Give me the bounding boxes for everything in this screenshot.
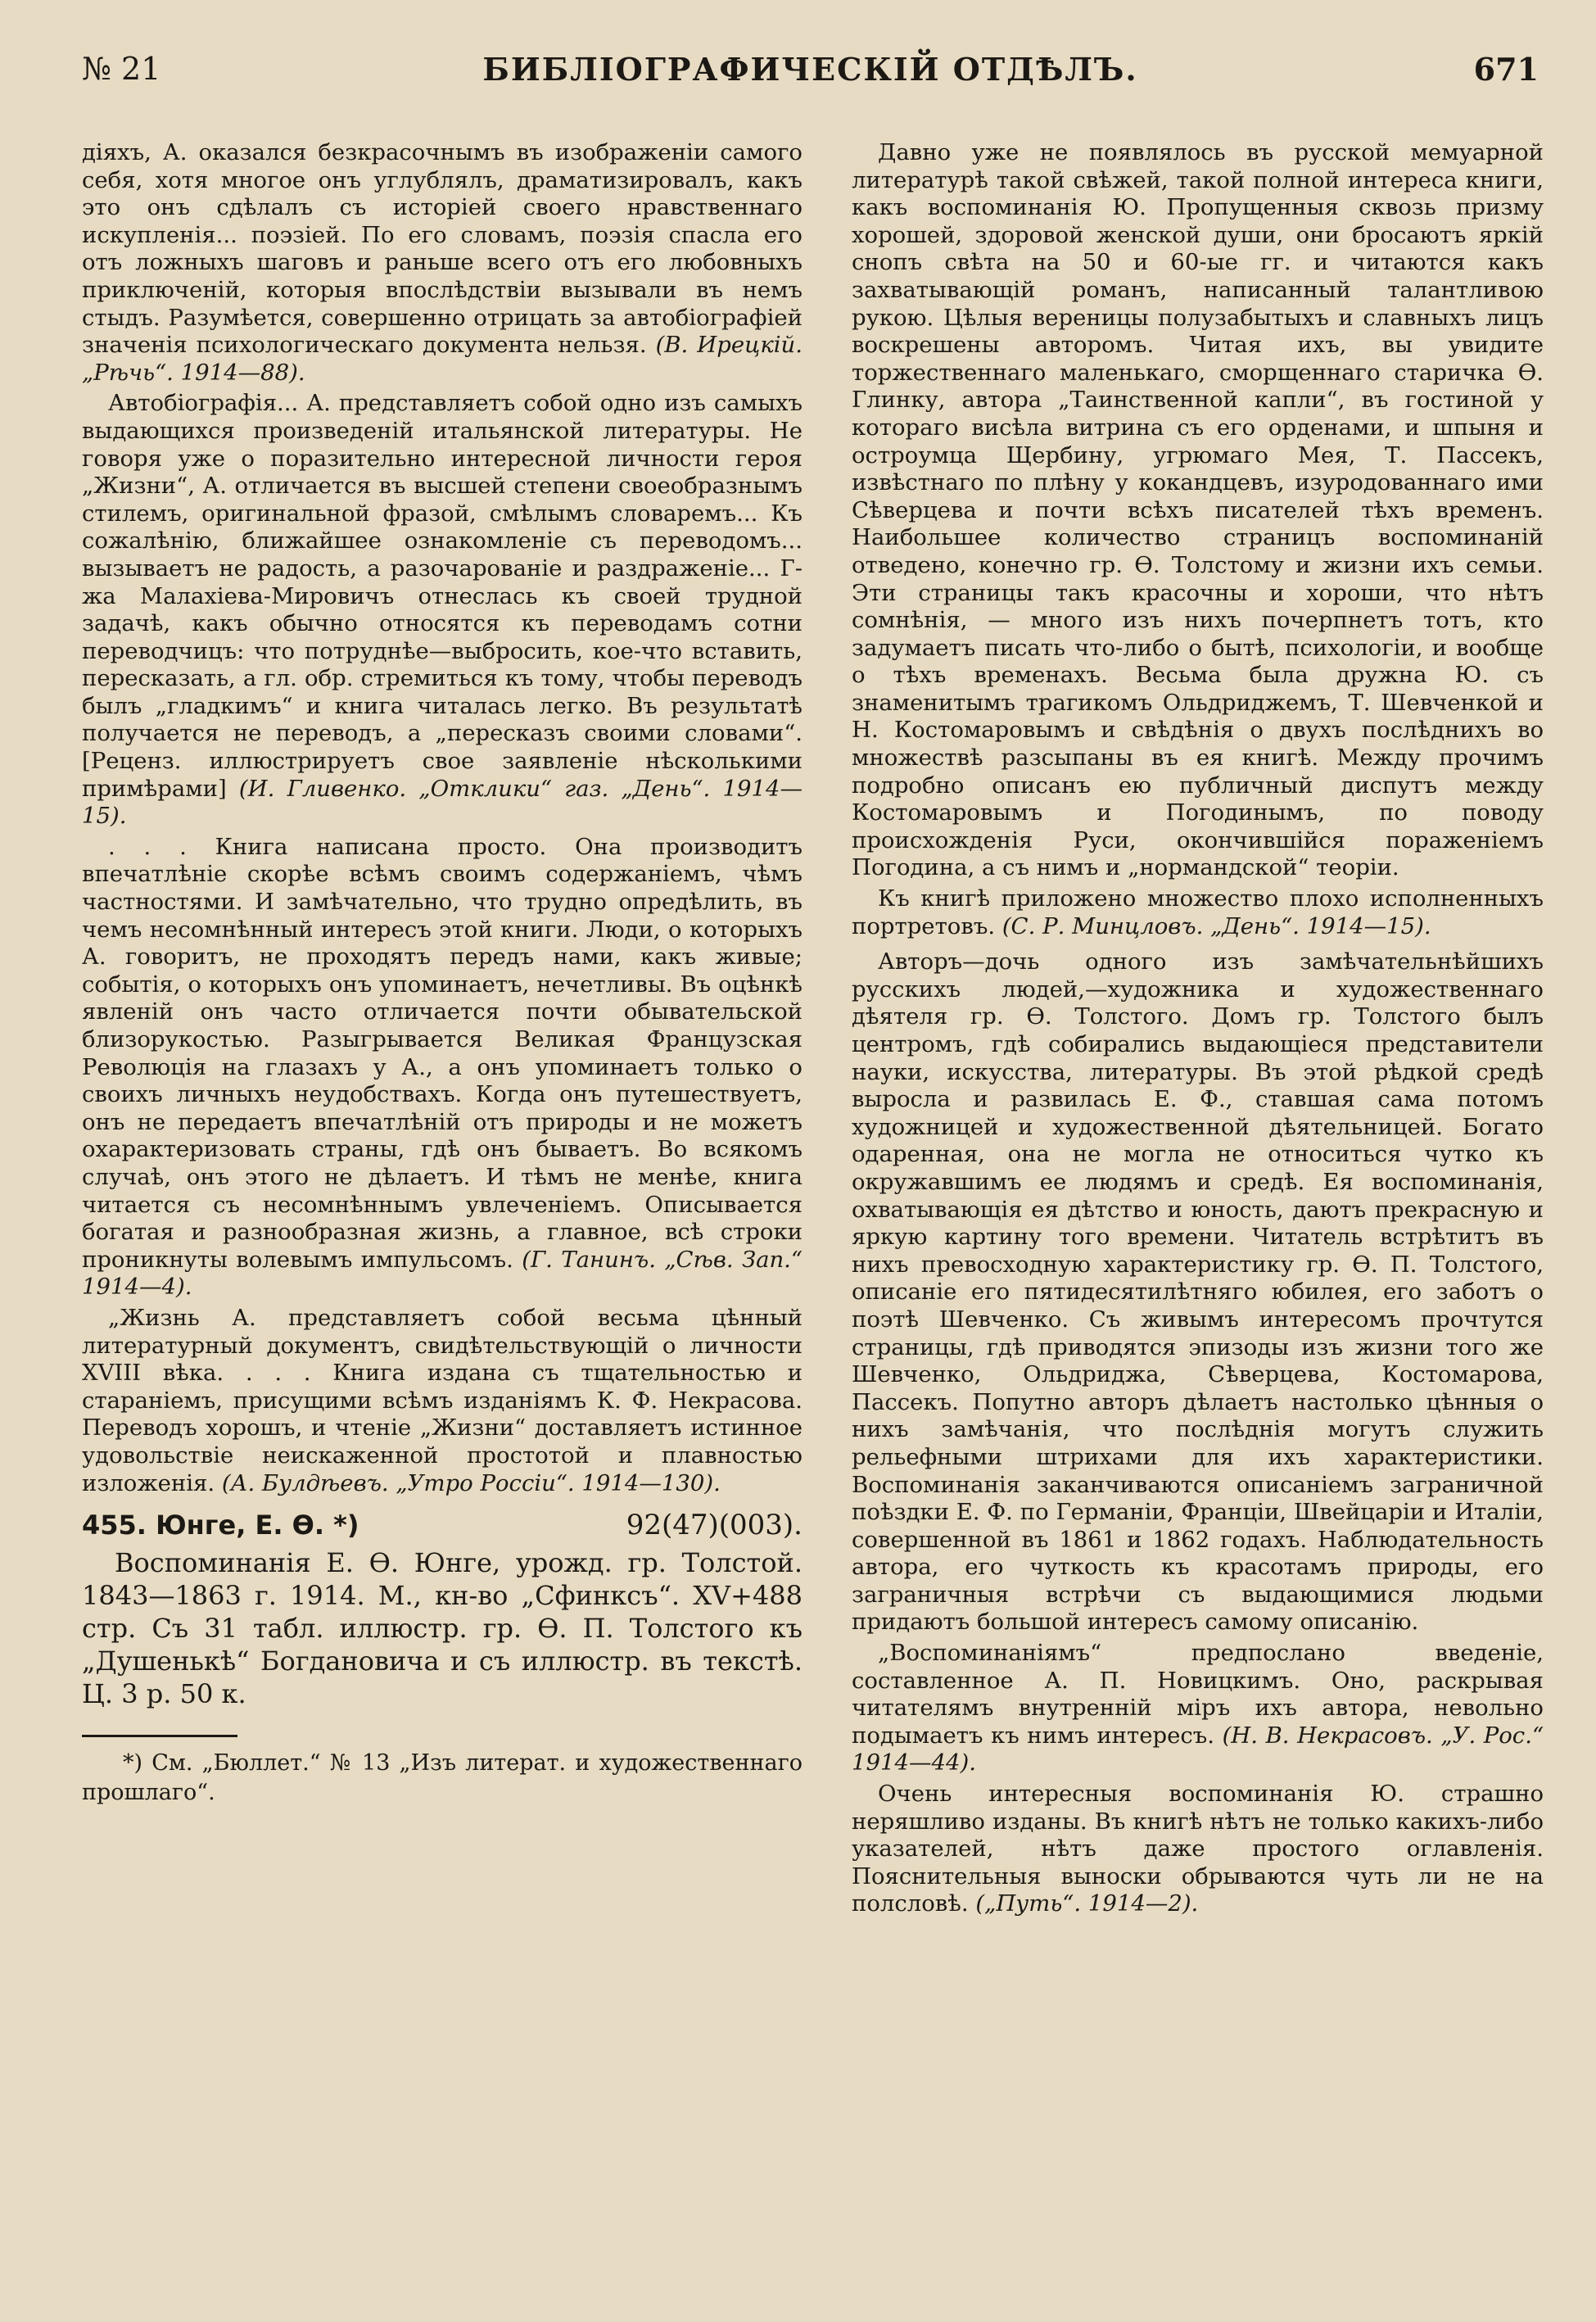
review-text: „Воспоминаніямъ“ предпослано введеніе, составленное А. П. Новицкимъ. Оно, раскрывая читателямъ внутренній міръ ихъ автора, невольно подымаетъ къ нимъ интересъ.: [852, 1640, 1544, 1749]
review-paragraph: [852, 948, 1544, 1636]
footnote-rule: [82, 1735, 237, 1737]
review-paragraph: [82, 139, 803, 387]
review-paragraph: [82, 834, 803, 1301]
review-paragraph: [852, 139, 1544, 882]
footnote: *) См. „Бюллет.“ № 13 „Изъ литерат. и художественнаго прошлаго“.: [82, 1749, 803, 1805]
review-source: (Г. Танинъ. „Сѣв. Зап.“ 1914—4).: [82, 1246, 803, 1301]
left-column: [82, 139, 803, 2289]
review-text: діяхъ, А. оказался безкрасочнымъ въ изображеніи самого себя, хотя многое онъ углублялъ, драматизировалъ, какъ это онъ сдѣлалъ съ исторіей своего нравственнаго искупленія... поэзіей. По его словамъ, поэзія спасла его отъ ложныхъ шаговъ и раньше всего отъ его любовныхъ приключеній, которыя впослѣдствіи вызывали въ немъ стыдъ. Разумѣется, совершенно отрицать за автобіографіей значенія психологическаго документа нельзя.: [82, 139, 803, 359]
review-paragraph: [82, 1305, 803, 1497]
review-text: „Жизнь А. представляетъ собой весьма цѣнный литературный документъ, свидѣтельствующій о личности XVIII вѣка. . . . Книга издана съ тщательностью и стараніемъ, присущими всѣмъ изданіямъ К. Ф. Некрасова. Переводъ хорошъ, и чтеніе „Жизни“ доставляетъ истинное удовольствіе неискаженной простотой и плавностью изложенія.: [82, 1304, 803, 1496]
review-source: (И. Гливенко. „Отклики“ газ. „День“. 1914—15).: [82, 775, 803, 830]
review-paragraph: [852, 885, 1544, 940]
review-text: . . . Книга написана просто. Она производитъ впечатлѣніе скорѣе всѣмъ своимъ содержаніемъ, чѣмъ частностями. И замѣчательно, что трудно опредѣлить, въ чемъ несомнѣнный интересъ этой книги. Люди, о которыхъ А. говоритъ, не проходятъ передъ нами, какъ живые; событія, о которыхъ онъ упоминаетъ, нечетливы. Въ оцѣнкѣ явленій онъ часто отличается почти обывательской близорукостью. Разыгрывается Великая Французская Революція на глазахъ у А., а онъ упоминаетъ только о своихъ личныхъ неудобствахъ. Когда онъ путешествуетъ, онъ не передаетъ впечатлѣній отъ природы и не можетъ охарактеризовать страны, гдѣ онъ бываетъ. Во всякомъ случаѣ, онъ этого не дѣлаетъ. И тѣмъ не менѣе, книга читается съ несомнѣннымъ увлеченіемъ. Описывается богатая и разнообразная жизнь, а главное, всѣ строки проникнуты волевымъ импульсомъ.: [82, 833, 803, 1273]
review-paragraph: [852, 1640, 1544, 1777]
review-source: (С. Р. Минцловъ. „День“. 1914—15).: [1001, 912, 1431, 939]
section-title: БИБЛІОГРАФИЧЕСКІЙ ОТДѢЛЪ.: [482, 51, 1138, 88]
review-text: Очень интересныя воспоминанія Ю. страшно неряшливо изданы. Въ книгѣ нѣтъ не только какихъ-либо указателей, нѣтъ даже простого оглавленія. Пояснительныя выноски обрываются чуть ли не на полсловѣ.: [852, 1781, 1544, 1917]
review-text: Давно уже не появлялось въ русской мемуарной литературѣ такой свѣжей, такой полной интереса книги, какъ воспоминанія Ю. Пропущенныя сквозь призму хорошей, здоровой женской души, они бросаютъ яркій снопъ свѣта на 50 и 60-ые гг. и читаются какъ захватывающій романъ, написанный талантливою рукою. Цѣлыя вереницы полузабытыхъ и славныхъ лицъ воскрешены авторомъ. Читая ихъ, вы увидите торжественнаго маленькаго, сморщеннаго старичка Ѳ. Глинку, автора „Таинственной капли“, въ гостиной у котораго висѣла витрина съ его орденами, и шпыня и остроумца Щербину, угрюмаго Мея, Т. Пассекъ, извѣстнаго по плѣну у кокандцевъ, изуродованнаго ими Сѣверцева и почти всѣхъ писателей тѣхъ временъ. Наибольшее количество страницъ воспоминаній отведено, конечно гр. Ѳ. Толстому и жизни ихъ семьи. Эти страницы такъ красочны и хороши, что нѣтъ сомнѣнія, — много изъ нихъ почерпнетъ тотъ, кто задумаетъ писать что-либо о бытѣ, психологіи, и вообще о тѣхъ временахъ. Весьма была дружна Ю. съ знаменитымъ трагикомъ Ольдриджемъ, Т. Шевченкой и Н. Костомаровымъ и свѣдѣнія о двухъ послѣднихъ во множествѣ разсыпаны въ ея книгѣ. Между прочимъ подробно описанъ ею публичный диспутъ между Костомаровымъ и Погодинымъ, по поводу происхожденія Руси, окончившійся пораженіемъ Погодина, а съ нимъ и „нормандской“ теоріи.: [852, 139, 1544, 881]
entry-number: 455. Юнге, Е. Ѳ. *): [82, 1510, 359, 1541]
entry-classification: 92(47)(003).: [626, 1509, 803, 1542]
entry-heading: [82, 1509, 803, 1542]
review-source: (В. Ирецкій. „Рѣчь“. 1914—88).: [82, 332, 803, 386]
review-text: Къ книгѣ приложено множество плохо исполненныхъ портретовъ.: [852, 885, 1544, 939]
review-text: Автобіографія... А. представляетъ собой одно изъ самыхъ выдающихся произведеній итальянской литературы. Не говоря уже о поразительно интересной личности героя „Жизни“, А. отличается въ высшей степени своеобразнымъ стилемъ, оригинальной фразой, смѣлымъ словаремъ... Къ сожалѣнію, ближайшее ознакомленіе съ переводомъ... вызываетъ не радость, а разочарованіе и раздраженіе... Г-жа Малахіева-Мировичъ отнеслась къ своей трудной задачѣ, какъ обычно относятся къ переводамъ сотни переводчицъ: что потруднѣе—выбросить, кое-что вставить, пересказать, а гл. обр. стремиться къ тому, чтобы переводъ былъ „гладкимъ“ и книга читалась легко. Въ результатѣ получается не переводъ, а „пересказъ своими словами“. [Реценз. иллюстрируетъ свое заявленіе нѣсколькими примѣрами]: [82, 390, 803, 802]
review-text: Авторъ—дочь одного изъ замѣчательнѣйшихъ русскихъ людей,—художника и художественнаго дѣятеля гр. Ѳ. Толстого. Домъ гр. Толстого былъ центромъ, гдѣ собирались выдающіеся представители науки, искусства, литературы. Въ этой рѣдкой средѣ выросла и развилась Е. Ф., ставшая сама потомъ художницей и художественной дѣятельницей. Богато одаренная, она не могла не относиться чутко къ окружавшимъ ее людямъ и средѣ. Ея воспоминанія, охватывающія ея дѣтство и юность, даютъ прекрасную и яркую картину того времени. Читатель встрѣтитъ въ нихъ превосходную характеристику гр. Ѳ. П. Толстого, описаніе его пятидесятилѣтняго юбилея, его заботъ о поэтѣ Шевченко. Съ живымъ интересомъ прочтутся страницы, гдѣ приводятся эпизоды изъ жизни того же Шевченко, Ольдриджа, Сѣверцева, Костомарова, Пассекъ. Попутно авторъ дѣлаетъ настолько цѣнныя о нихъ замѣчанія, что послѣднія могутъ служить рельефными штрихами для ихъ характеристики. Воспоминанія заканчиваются описаніемъ заграничной поѣздки Е. Ф. по Германіи, Франціи, Швейцаріи и Италіи, совершенной въ 1861 и 1862 годахъ. Наблюдательность автора, его чуткость къ красотамъ природы, его заграничныя встрѣчи съ выдающимися людьми придаютъ большой интересъ самому описанію.: [852, 948, 1544, 1636]
running-head: [82, 51, 1539, 100]
issue-number: № 21: [82, 51, 161, 87]
review-paragraph: [82, 390, 803, 831]
entry-bibliographic-description: Воспоминанія Е. Ѳ. Юнге, урожд. гр. Толстой. 1843—1863 г. 1914. М., кн-во „Сфинксъ“. XV+488 стр. Съ 31 табл. иллюстр. гр. Ѳ. П. Толстого къ „Душенькѣ“ Богдановича и съ иллюстр. въ текстѣ. Ц. 3 р. 50 к.: [82, 1546, 803, 1709]
review-source: („Путь“. 1914—2).: [975, 1890, 1199, 1917]
page-number: 671: [1473, 51, 1539, 88]
right-column: [852, 139, 1544, 2289]
review-source: (Н. В. Некрасовъ. „У. Рос.“ 1914—44).: [852, 1722, 1544, 1777]
review-source: (А. Булдѣевъ. „Утро Россіи“. 1914—130).: [221, 1469, 721, 1496]
review-paragraph: [852, 1781, 1544, 1918]
